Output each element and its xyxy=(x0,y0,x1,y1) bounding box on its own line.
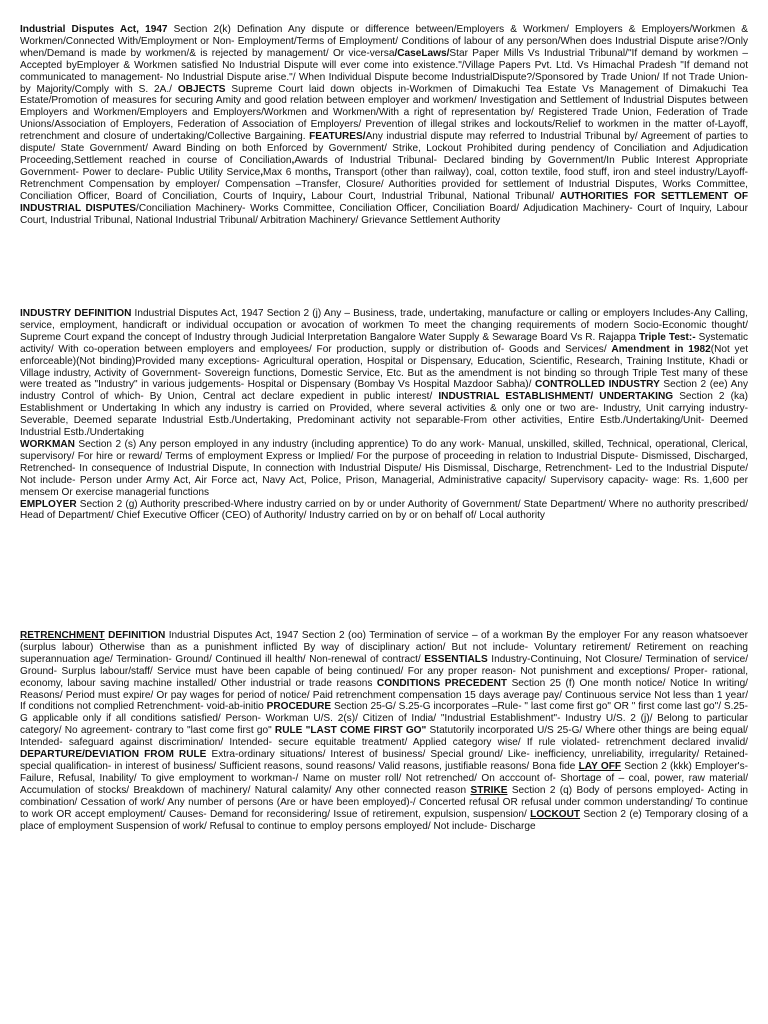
industry-definition-section xyxy=(20,308,748,522)
paragraph-text: Industry-Continuing, Not Closure/ Termination of service/ Ground- Surplus labour/staff/ Service must have been capable of being continued/ For any proper reason- Not punishment and exceptions/ Proper- rational, economy, labour saving machine installed/ Other industrial or trade reasons xyxy=(20,653,748,689)
lay-off-heading: LAY OFF xyxy=(578,760,622,772)
paragraph-text: Section 2 (ka) Establishment or Undertaking In which any industry is carried on Provided, where several activities & only one or two are- Industry, Unit carrying industry- Severable, Deemed separate Industrial Estb./Undertaking, Predominant activity not separable-From other activities, Entire Estb./Undertaking/Unit- Deemed Industrial Estb./Undertaking xyxy=(20,391,748,439)
industry-definition-paragraph xyxy=(20,308,748,439)
industrial-disputes-heading: Industrial Disputes Act, 1947 xyxy=(20,24,168,35)
paragraph-text: Transport (other than railway), coal, cotton textile, food stuff, iron and steel industry/Layoff- Retrenchment Compensation by employer/ Compensation –Transfer, Closure/ Authorities provided for settlement of Industrial Disputes, Works Committee, Conciliation Officer, Board of Conciliation, Courts of Inquiry xyxy=(20,166,748,202)
retrenchment-section xyxy=(20,630,748,832)
paragraph-text: Extra-ordinary situations/ Interest of business/ Special ground/ Like- inefficiency, unreliability, irregularity/ Retained- special qualification- in interest of business/ Sufficient reasons, sound reasons/ Valid reasons, justifiable reasons/ Bona fide xyxy=(20,749,749,772)
paragraph-text: Section 25 (f) One month notice/ Notice In writing/ Reasons/ Period must expire/ Or pay wages for period of notice/ Paid retrenchment compensation 15 days average pay/ Continuous service Not less than 1 year/ If conditions not complied Retrenchment- void-ab-initio xyxy=(20,677,748,713)
paragraph-text: Max 6 months xyxy=(263,166,329,178)
bold-comma: , xyxy=(260,166,264,178)
workman-heading: WORKMAN xyxy=(20,438,75,450)
strike-heading: STRIKE xyxy=(470,784,508,796)
objects-heading: OBJECTS xyxy=(177,83,226,95)
paragraph-text: Section 2(k) Defination Any dispute or difference between/Employers & Workmen/ Employers & Employers/Workmen & Workmen/Connected With/Employment or Non- Employment/Terms of Employment/ Conditions of labour of any person/When does Industrial Dispute arise?/Only when/Demand is made by workmen/& is rejected by management/ Or vice-versa xyxy=(20,24,748,59)
industrial-disputes-paragraph xyxy=(20,24,748,226)
departure-heading: DEPARTURE/DEVIATION FROM RULE xyxy=(20,749,207,761)
industrial-disputes-section xyxy=(20,24,748,226)
lockout-heading: LOCKOUT xyxy=(530,808,581,820)
paragraph-text: Awards of Industrial Tribunal- Declared binding by Government/In Public Interest Appropriate Government- Power to declare- Public Utility Service xyxy=(20,154,748,178)
triple-test-heading: Triple Test:- xyxy=(638,331,696,343)
paragraph-text: Industrial Disputes Act, 1947 Section 2 (oo) Termination of service – of a workman By the employer For any reason whatsoever (surplus labour) Otherwise than as a punishment inflicted By way of disciplinary action/ But not include- Voluntary retirement/ Retirement on reaching superannuation age/ Termination- Ground/ Continued ill health/ Non-renewal of contract/ xyxy=(20,630,748,665)
industry-definition-heading: INDUSTRY DEFINITION xyxy=(20,308,132,319)
procedure-heading: PROCEDURE xyxy=(266,701,332,713)
employer-paragraph xyxy=(20,499,748,523)
paragraph-text: Any industrial dispute may referred to Industrial Tribunal by/ Agreement of parties to dispute/ State Government/ Award Binding on both Enforced by Government/ Strike, Lockout Prohibited during pendency of Conciliation and Adjudication Proceeding,Settlement reached in course of Conciliation xyxy=(20,131,748,166)
paragraph-text: Section 2 (ee) Any industry Control of which- By Union, Central act declare expedient in public interest/ xyxy=(20,379,748,403)
paragraph-text: Section 2 (s) Any person employed in any industry (including apprentice) To do any work- Manual, unskilled, skilled, Technical, operational, Clerical, supervisory/ For hire or reward/ Terms of employment Express or Implied/ For the purpose of proceeding in relation to Industrial Dispute- Dismissed, Discharged, Retrenched- In consequence of Industrial Dispute, In connection with Industrial Dispute/ His Dismissal, Discharge, Retrenchment- Led to the Industrial Dispute/ Not include- Person under Army Act, Air Force act, Navy Act, Police, Prison, Managerial, Administrative capacity/ Supervisory capacity- wage: Rs. 1,600 per mensem Or exercise managerial functions xyxy=(20,438,748,498)
paragraph-text: Section 2 (kkk) Employer's- Failure, Refusal, Inability/ To give employment to workman-/ Name on muster roll/ Not retrenched/ On acccount of- Shortage of – coal, power, raw material/ Accumulation of stocks/ Breakdown of machinery/ Natural calamity/ Any other connected reason xyxy=(20,760,748,796)
paragraph-text: Section 2 (e) Temporary closing of a place of employment Suspension of work/ Refusal to continue to employ persons employed/ Not include- Discharge xyxy=(20,808,748,832)
paragraph-text: Section 2 (g) Authority prescribed-Where industry carried on by or under Authority of Government/ State Department/ Where no authority prescribed/ Head of Department/ Chief Executive Officer (CEO) of Authority/ Industry carried on by or on behalf of/ Local authority xyxy=(20,498,748,522)
paragraph-text: (Not yet enforceable)(Not binding)Provided many exceptions- Agricultural operation, Hospital or Dispensary, Education, Scientific, Research, Training Institute, Khadi or Village industry, Activity of Government- Sovereign functions, Domestic Service, Etc. But as the amendment is not binding so through Triple Test many of these were treated as "Industry" in various judgements- Hospital or Dispensary (Bombay Vs Hospital Mazdoor Sabha)/ xyxy=(20,343,749,391)
authorities-heading: AUTHORITIES FOR SETTLEMENT OF INDUSTRIAL DISPUTES xyxy=(20,190,748,214)
bold-comma: , xyxy=(302,190,306,202)
paragraph-text: Labour Court, Industrial Tribunal, National Tribunal/ xyxy=(305,190,560,202)
industrial-establishment-heading: INDUSTRIAL ESTABLISHMENT/ UNDERTAKING xyxy=(438,391,674,403)
definition-heading: DEFINITION xyxy=(108,630,166,641)
paragraph-text: Industrial Disputes Act, 1947 Section 2 (j) Any – Business, trade, undertaking, manufacture or calling or employers Includes-Any Calling, service, employment, handicraft or individual occupation or avocation of workmen To meet the changing requirements of modern Socio-Economic thought/ Supreme Court expand the concept of Industry through Judicial Interpretation Bangalore Water Supply & Sewarage Board Vs R. Rajappa xyxy=(20,308,748,343)
controlled-industry-heading: CONTROLLED INDUSTRY xyxy=(535,379,660,391)
employer-heading: EMPLOYER xyxy=(20,498,77,510)
retrenchment-paragraph xyxy=(20,630,748,832)
workman-paragraph xyxy=(20,439,748,499)
amendment-heading: Amendment in 1982 xyxy=(611,343,711,355)
bold-comma: , xyxy=(328,166,331,178)
essentials-heading: ESSENTIALS xyxy=(424,653,488,665)
paragraph-text: Section 2 (q) Body of persons employed- Acting in combination/ Cessation of work/ Any number of persons (Are or have been employed)-/ Concerted refusal OR refusal under common understanding/ To continue to work OR accept employment/ Causes- Demand for reconsidering/ Issue of retirement, expulsion, suspension/ xyxy=(20,784,748,820)
paragraph-text: Star Paper Mills Vs Industrial Tribunal/"If demand by workmen – Accepted byEmployer & Workmen satisfied No Industrial Dispute will ever come into existence."/Village Papers Pvt. Ltd. Vs Himachal Pradesh "If demand not communicated to management- No Industrial Dispute arise."/ When Individual Dispute become IndustrialDispute?/Sponsored by Trade Union/ If not Trade Union- by Majority/Comply with S. 2A./ xyxy=(20,47,748,95)
paragraph-text: Section 25-G/ S.25-G incorporates –Rule- " last come first go" OR " first come last go"/ S.25-G applicable only if all conditions satisfied/ Person- Workman U/S. 2(s)/ Citizen of India/ "Industrial Establishment"- Industry U/S. 2 (j)/ Belong to particular category/ No agreement- contrary to "last come first go" xyxy=(20,701,749,737)
retrenchment-heading: RETRENCHMENT xyxy=(20,630,105,641)
conditions-precedent-heading: CONDITIONS PRECEDENT xyxy=(376,677,508,689)
bold-comma: , xyxy=(291,154,295,166)
paragraph-text: Supreme Court laid down objects in-Workmen of Dimakuchi Tea Estate Vs Management of Dimakuchi Tea Estate/Promotion of measures for securing Amity and good relation between employer and workmen/ Investigation and Settlement of Industrial Disputes between Employers and Workmen/Employers and Employers/Workmen and Workmen/With a right of representation by/ Registered Trade Union, Federation of Trade Unions/Association of Employers, Federation of Association of Employers/ Prevention of illegal strikes and lockouts/Relief to workmen in the matter of-Layoff, retrenchment and closure of undertaking/Collective Bargaining. xyxy=(20,83,748,143)
paragraph-text: Systematic activity/ With co-operation between employers and employees/ For production, supply or distribution of- Goods and Services/ xyxy=(20,331,749,355)
paragraph-text: Statutorily incorporated U/S 25-G/ Where other things are being equal/ Intended- safeguard against discrimination/ Intended- secure equitable treatment/ Applied category wise/ If rule violated- retrenchment declared invalid/ xyxy=(20,725,748,749)
rule-heading: RULE "LAST COME FIRST GO" xyxy=(274,725,427,737)
paragraph-text: /Conciliation Machinery- Works Committee, Conciliation Officer, Conciliation Board/ Adjudication Machinery- Court of Inquiry, Labour Court, Industrial Tribunal, National Industrial Tribunal/ Arbitration Machinery/ Grievance Settlement Authority xyxy=(20,202,748,226)
features-heading: FEATURES/ xyxy=(309,131,366,143)
caselaws-label: /CaseLaws/ xyxy=(394,47,450,59)
